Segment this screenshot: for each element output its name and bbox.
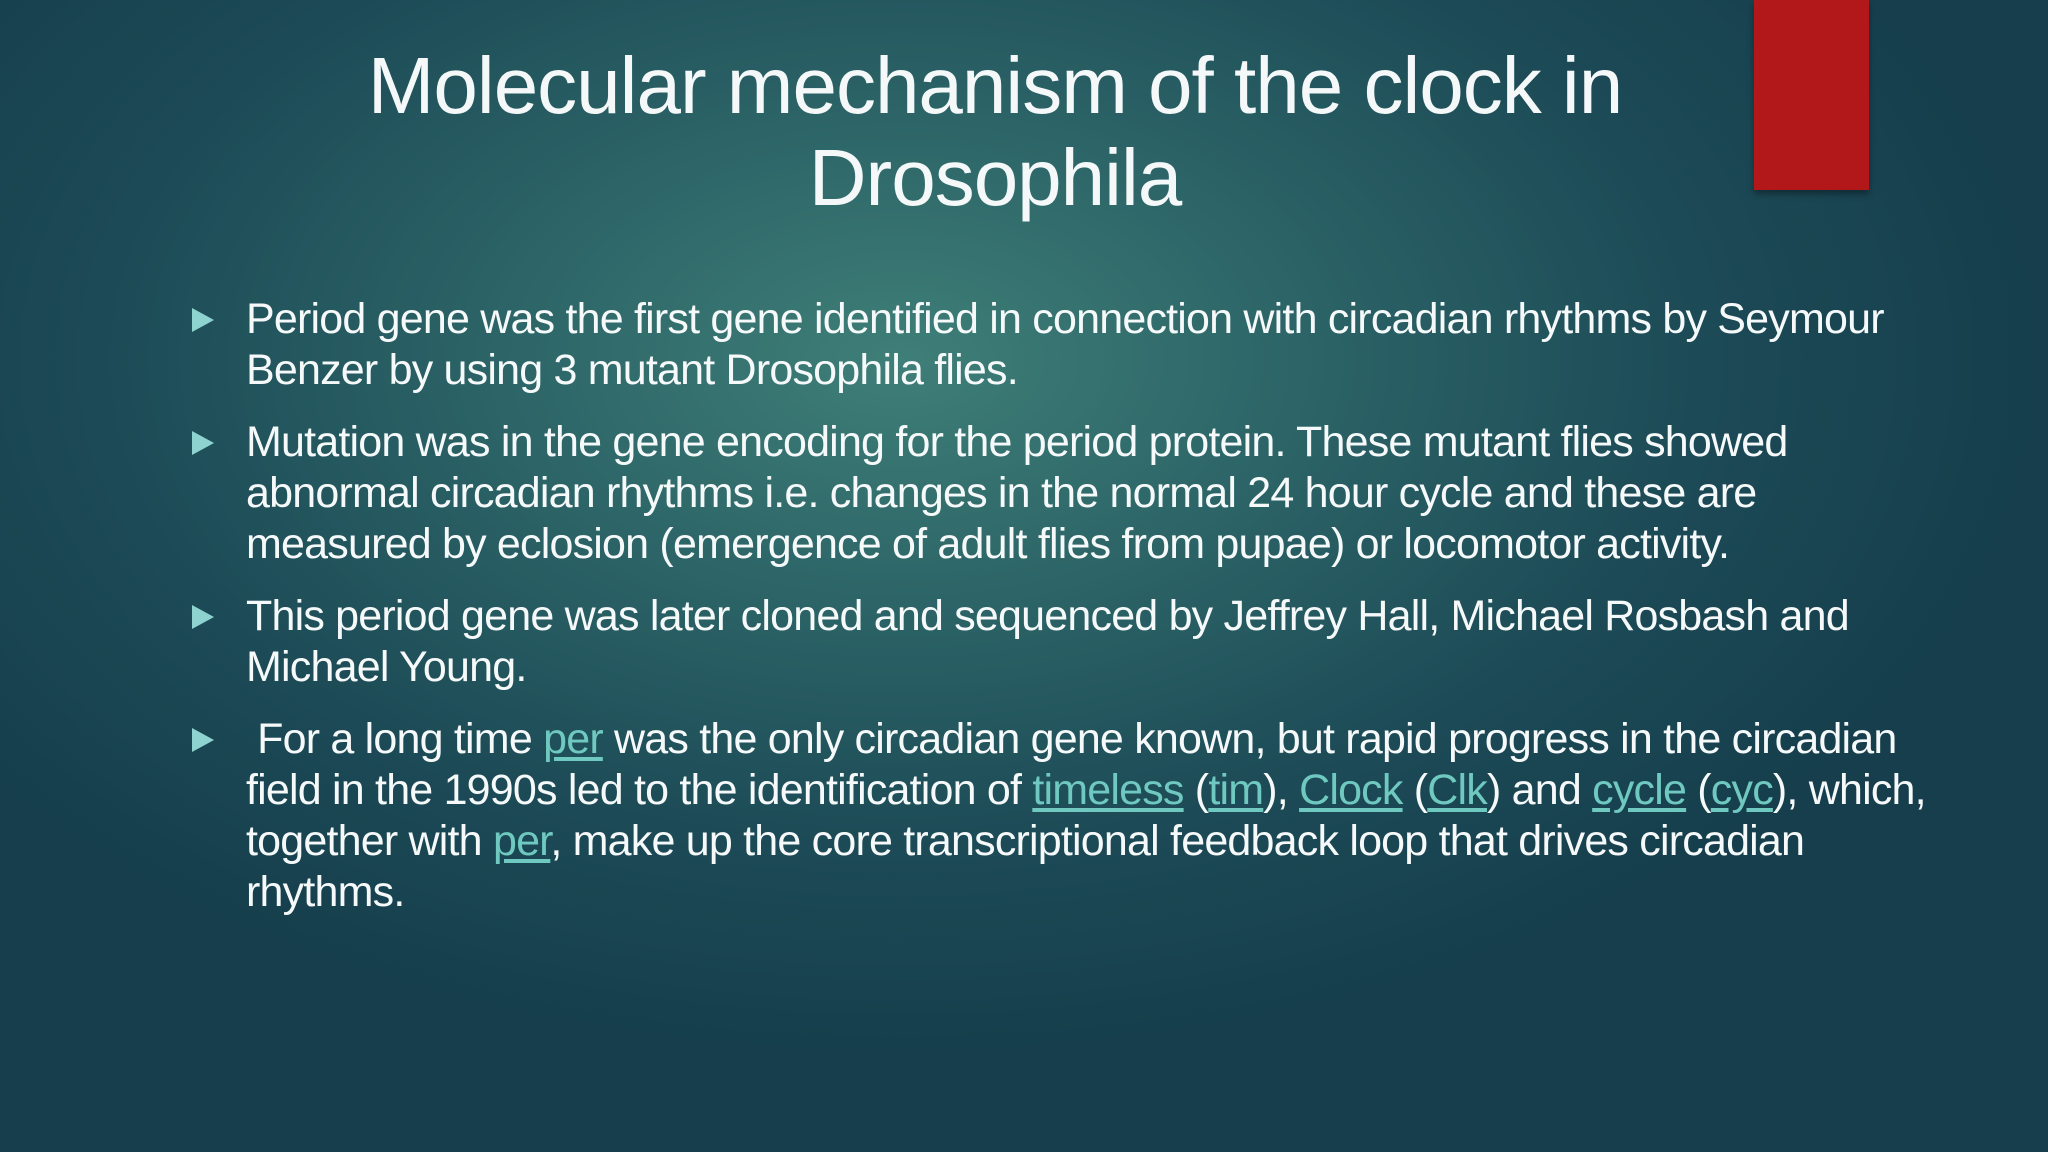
bullet-list	[190, 294, 1937, 939]
text-segment: ),	[1263, 766, 1300, 814]
text-segment: , make up the core transcriptional feedback loop that drives circadian rhythms.	[246, 817, 1816, 916]
link-per-2[interactable]: per	[492, 817, 551, 865]
text-segment: was the only circadian gene known, but rapid progress in the circadian field in the 1990s led to the identification of	[246, 715, 1908, 814]
triangle-bullet-icon	[192, 308, 214, 332]
bullet-text	[246, 715, 1937, 916]
slide-title	[300, 40, 1690, 224]
link-cyc[interactable]: cyc	[1710, 766, 1773, 814]
triangle-bullet-icon	[192, 431, 214, 455]
bullet-item-2	[190, 417, 1930, 570]
link-timeless[interactable]: timeless	[1032, 766, 1184, 814]
triangle-bullet-icon	[192, 728, 214, 752]
bullet-item-4	[190, 714, 1937, 918]
link-clk[interactable]: Clk	[1427, 766, 1487, 814]
text-segment: ) and	[1486, 766, 1593, 814]
text-segment: (	[1686, 766, 1711, 814]
bullet-item-3	[190, 591, 1930, 693]
title-line-2: Drosophila	[808, 133, 1182, 222]
link-per[interactable]: per	[543, 715, 603, 763]
accent-bar	[1754, 0, 1869, 190]
bullet-text: This period gene was later cloned and sequenced by Jeffrey Hall, Michael Rosbash and Michael Young.	[246, 592, 1849, 691]
title-line-1: Molecular mechanism of the clock in	[367, 41, 1623, 130]
link-tim[interactable]: tim	[1208, 766, 1264, 814]
link-cycle[interactable]: cycle	[1592, 766, 1687, 814]
link-clock[interactable]: Clock	[1299, 766, 1403, 814]
text-segment: ), which, together with	[246, 766, 1937, 865]
bullet-item-1	[190, 294, 1930, 396]
triangle-bullet-icon	[192, 605, 214, 629]
text-segment: (	[1402, 766, 1428, 814]
text-segment: For a long time	[246, 715, 544, 763]
bullet-text: Mutation was in the gene encoding for the period protein. These mutant flies showed abnormal circadian rhythms i.e. changes in the normal 24 hour cycle and these are measured by eclosion (emergence of adult flies from pupae) or locomotor activity.	[246, 418, 1788, 568]
bullet-text: Period gene was the first gene identified in connection with circadian rhythms by Seymour Benzer by using 3 mutant Drosophila flies.	[246, 295, 1884, 394]
text-segment: (	[1183, 766, 1209, 814]
